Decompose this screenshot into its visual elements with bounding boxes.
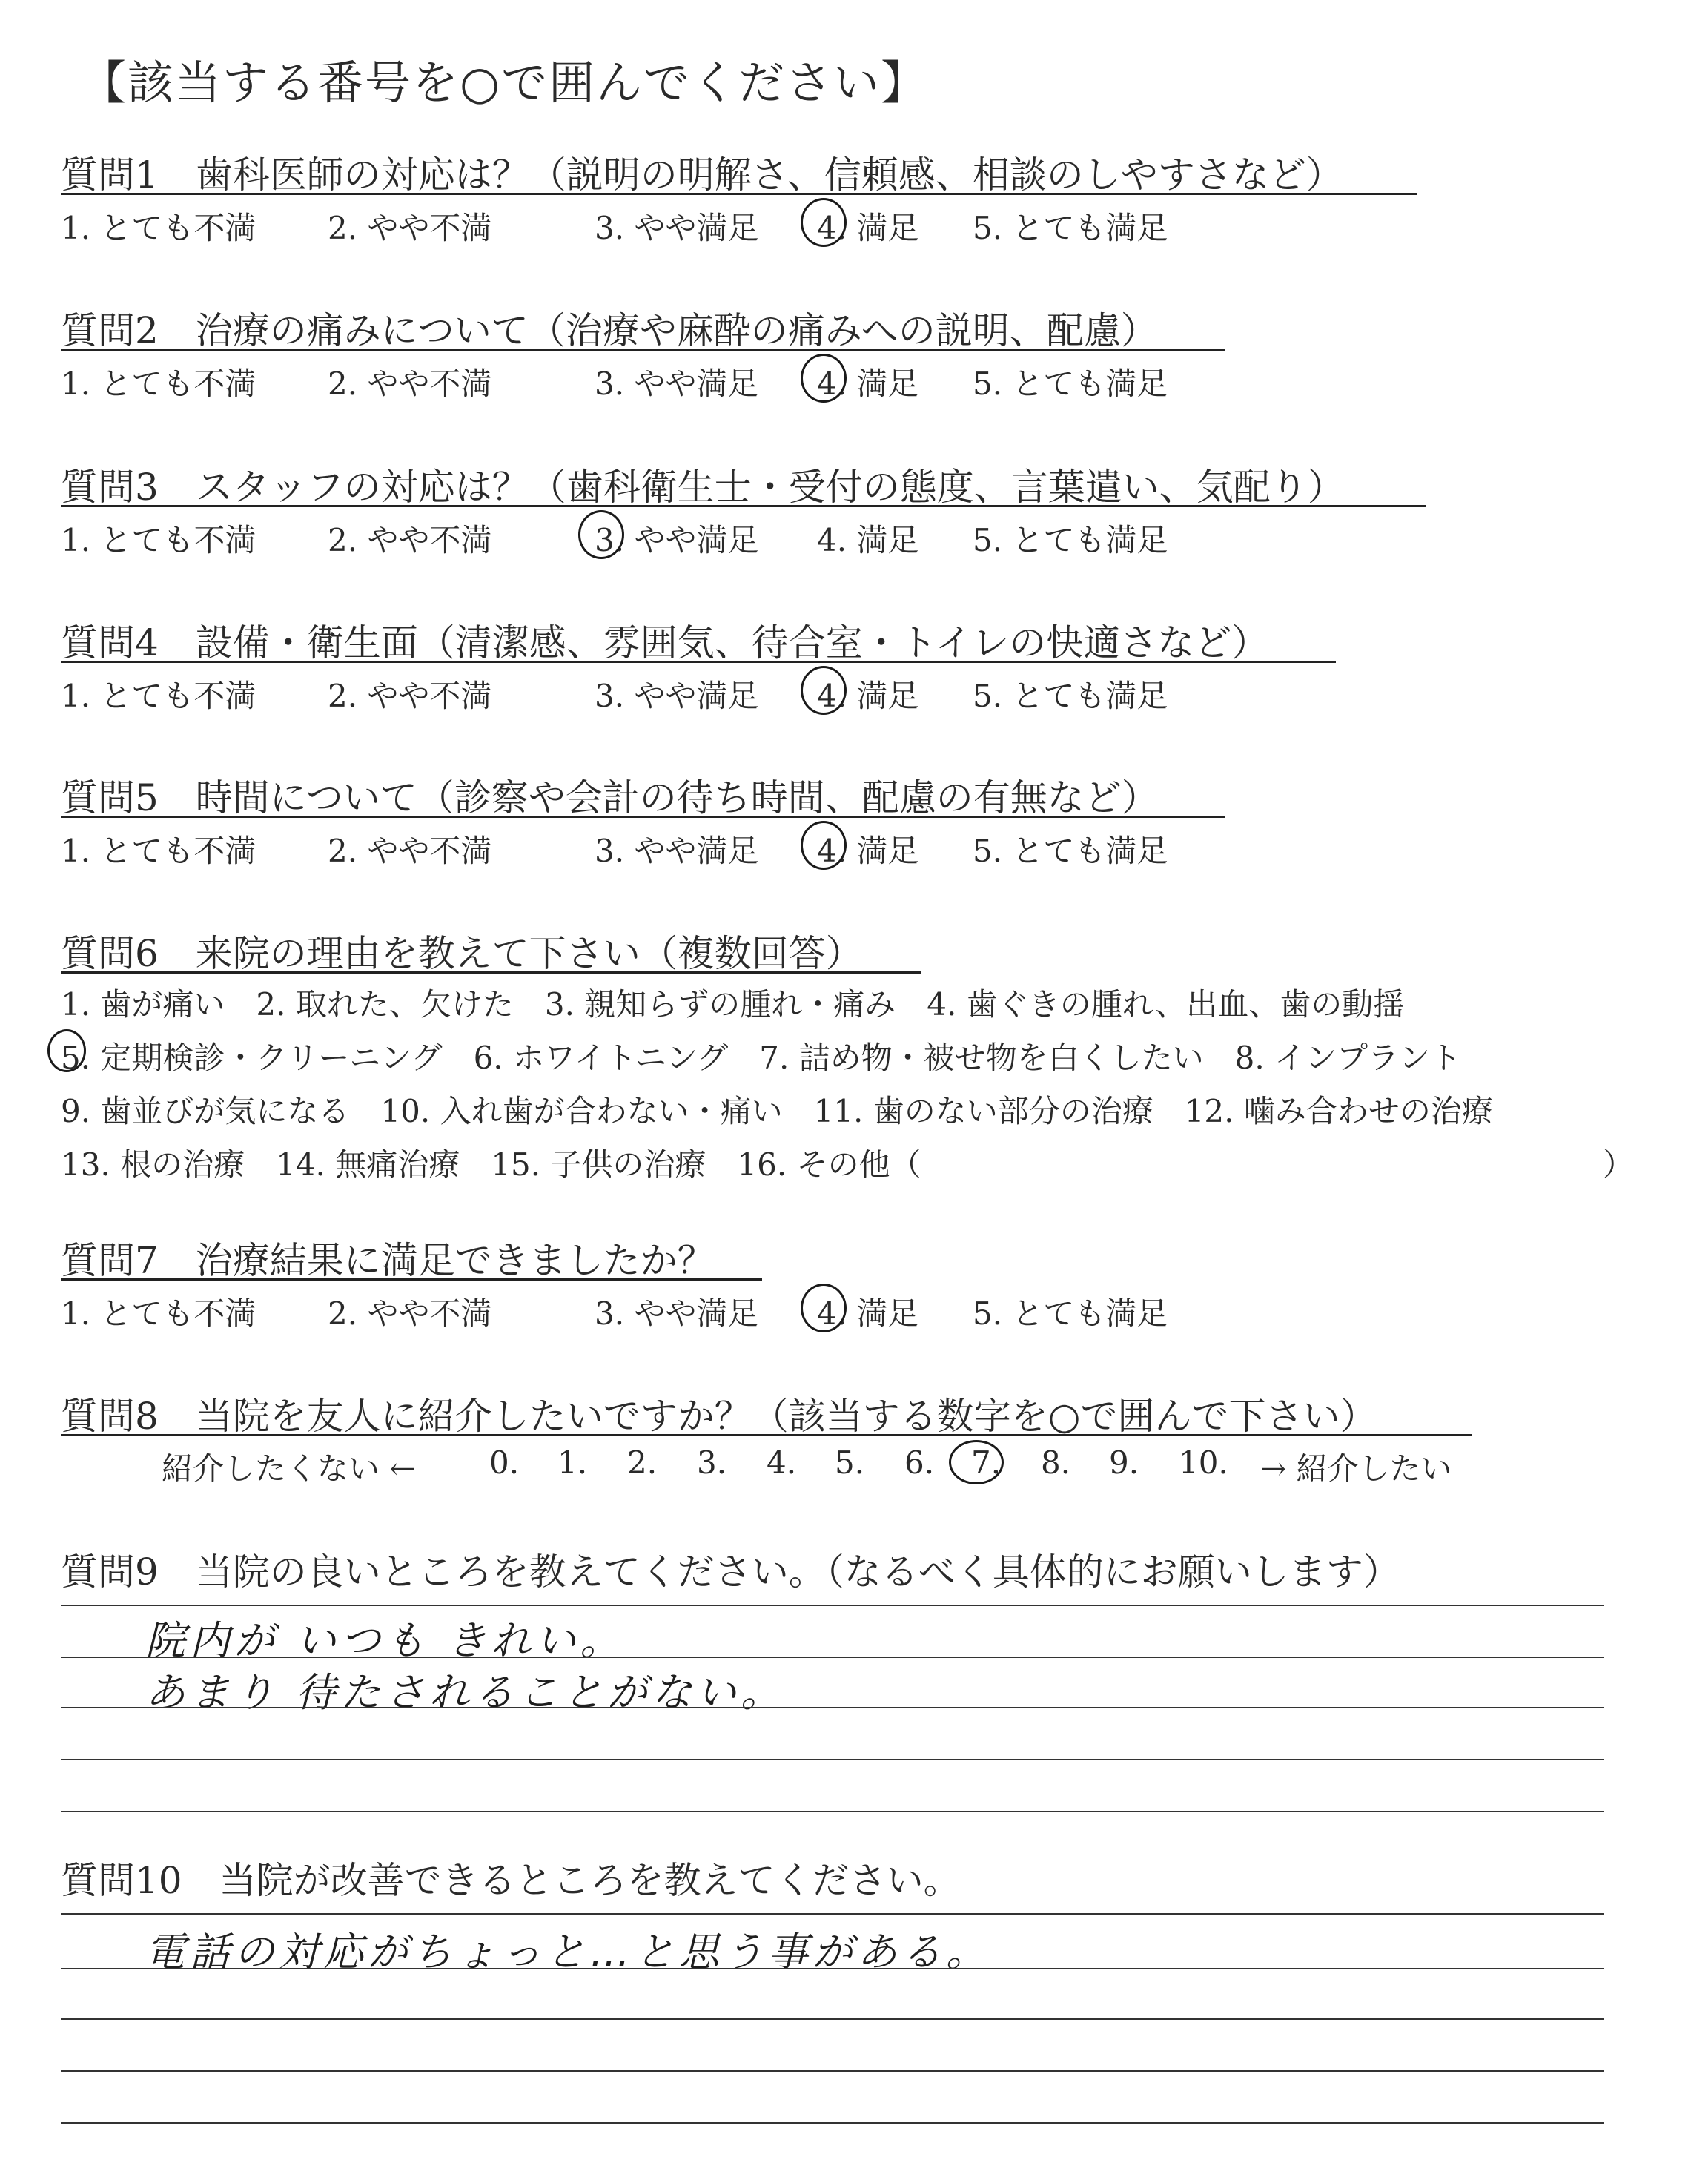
question-8-underline xyxy=(61,1434,1472,1436)
q6-reasons-row-4: 13. 根の治療 14. 無痛治療 15. 子供の治療 16. その他（ xyxy=(61,1146,921,1183)
answer-line xyxy=(61,1657,1604,1658)
scale-option-1: 1. とても不満 xyxy=(61,1295,256,1332)
answer-line xyxy=(61,1707,1604,1708)
question-4-underline xyxy=(61,661,1336,663)
scale-option-1: 1. とても不満 xyxy=(61,522,256,558)
q6-reasons-row-2: 5. 定期検診・クリーニング 6. ホワイトニング 7. 詰め物・被せ物を白くしたい 8. インプラント xyxy=(61,1040,1462,1076)
scale-option-2: 2. やや不満 xyxy=(328,366,492,402)
scale-option-3: 3. やや満足 xyxy=(595,833,759,869)
q8-selected-circle xyxy=(949,1440,1004,1484)
scale-option-3: 3. やや満足 xyxy=(595,1295,759,1332)
q6-selected-circle xyxy=(47,1029,86,1072)
q8-scale-9: 9. xyxy=(1109,1444,1139,1481)
scale-option-5: 5. とても満足 xyxy=(973,522,1168,558)
scale-option-4: 4. 満足 xyxy=(817,678,919,714)
scale-option-3: 3. やや満足 xyxy=(595,366,759,402)
q8-scale-0: 0. xyxy=(489,1444,520,1481)
q6-reasons-row-3: 9. 歯並びが気になる 10. 入れ歯が合わない・痛い 11. 歯のない部分の治療 12. 噛み合わせの治療 xyxy=(61,1093,1493,1129)
q9-answer-1: 院内が いつも きれい。 xyxy=(145,1617,625,1664)
question-7-underline xyxy=(61,1278,762,1281)
question-5-label: 質問5 時間について（診察や会計の待ち時間、配慮の有無など） xyxy=(61,776,1159,819)
question-1-label: 質問1 歯科医師の対応は？（説明の明解さ、信頼感、相談のしやすさなど） xyxy=(61,153,1343,196)
question-2-underline xyxy=(61,349,1225,351)
scale-option-4: 4. 満足 xyxy=(817,1295,919,1332)
q9-answer-2: あまり 待たされることがない。 xyxy=(145,1669,786,1716)
question-10-label: 質問10 当院が改善できるところを教えてください。 xyxy=(61,1859,961,1902)
scale-option-2: 2. やや不満 xyxy=(328,678,492,714)
question-2-label: 質問2 治療の痛みについて（治療や麻酔の痛みへの説明、配慮） xyxy=(61,309,1158,352)
answer-line xyxy=(61,1759,1604,1760)
scale-option-5: 5. とても満足 xyxy=(973,210,1168,246)
scale-option-3: 3. やや満足 xyxy=(595,522,759,558)
q8-scale-1: 1. xyxy=(557,1444,588,1481)
scale-option-4: 4. 満足 xyxy=(817,522,919,558)
scale-option-2: 2. やや不満 xyxy=(328,833,492,869)
scale-option-1: 1. とても不満 xyxy=(61,210,256,246)
question-6-label: 質問6 来院の理由を教えて下さい（複数回答） xyxy=(61,932,863,975)
question-7-label: 質問7 治療結果に満足できましたか？ xyxy=(61,1239,715,1282)
question-6-underline xyxy=(61,971,921,974)
answer-line xyxy=(61,1968,1604,1969)
question-9-label: 質問9 当院の良いところを教えてください。（なるべく具体的にお願いします） xyxy=(61,1550,1400,1593)
scale-option-4: 4. 満足 xyxy=(817,366,919,402)
answer-line xyxy=(61,2070,1604,2072)
answer-line xyxy=(61,1913,1604,1915)
scale-option-1: 1. とても不満 xyxy=(61,366,256,402)
question-8-label: 質問8 当院を友人に紹介したいですか？（該当する数字を○で囲んで下さい） xyxy=(61,1395,1377,1438)
answer-line xyxy=(61,1811,1604,1812)
selected-answer-circle xyxy=(801,1284,847,1332)
q8-scale-2: 2. xyxy=(627,1444,658,1481)
q6-reasons-row-1: 1. 歯が痛い 2. 取れた、欠けた 3. 親知らずの腫れ・痛み 4. 歯ぐきの腫れ、出血、歯の動揺 xyxy=(61,986,1405,1023)
answer-line xyxy=(61,2122,1604,2124)
selected-answer-circle xyxy=(801,821,847,870)
scale-option-3: 3. やや満足 xyxy=(595,678,759,714)
q8-scale-6: 6. xyxy=(904,1444,935,1481)
question-8-scale xyxy=(0,1444,1708,1486)
selected-answer-circle xyxy=(801,198,847,247)
selected-answer-circle xyxy=(578,510,624,559)
q10-answer-1: 電話の対応がちょっと…と思う事がある。 xyxy=(145,1929,990,1975)
scale-option-2: 2. やや不満 xyxy=(328,1295,492,1332)
scale-option-4: 4. 満足 xyxy=(817,833,919,869)
scale-option-5: 5. とても満足 xyxy=(973,678,1168,714)
q8-high-label: → 紹介したい xyxy=(1260,1450,1452,1487)
q8-scale-10: 10. xyxy=(1179,1444,1228,1481)
scale-option-3: 3. やや満足 xyxy=(595,210,759,246)
scale-option-5: 5. とても満足 xyxy=(973,1295,1168,1332)
scale-option-1: 1. とても不満 xyxy=(61,833,256,869)
question-5-underline xyxy=(61,816,1225,818)
scale-option-2: 2. やや不満 xyxy=(328,210,492,246)
scale-option-4: 4. 満足 xyxy=(817,210,919,246)
q8-scale-5: 5. xyxy=(835,1444,865,1481)
scale-option-5: 5. とても満足 xyxy=(973,366,1168,402)
scale-option-5: 5. とても満足 xyxy=(973,833,1168,869)
scale-option-2: 2. やや不満 xyxy=(328,522,492,558)
q8-scale-7: 7. xyxy=(971,1444,1002,1481)
question-3-label: 質問3 スタッフの対応は？（歯科衛生士・受付の態度、言葉遣い、気配り） xyxy=(61,466,1345,509)
q8-scale-3: 3. xyxy=(697,1444,727,1481)
q6-other-close-paren: ） xyxy=(1603,1146,1635,1183)
question-1-underline xyxy=(61,193,1417,195)
answer-line xyxy=(61,1605,1604,1606)
question-4-label: 質問4 設備・衛生面（清潔感、雰囲気、待合室・トイレの快適さなど） xyxy=(61,621,1269,664)
scale-option-1: 1. とても不満 xyxy=(61,678,256,714)
selected-answer-circle xyxy=(801,354,847,403)
q8-scale-4: 4. xyxy=(767,1444,797,1481)
question-3-underline xyxy=(61,505,1426,507)
selected-answer-circle xyxy=(801,666,847,715)
page-title: 【該当する番号を○で囲んでください】 xyxy=(80,56,929,110)
q8-low-label: 紹介したくない ← xyxy=(162,1450,416,1487)
answer-line xyxy=(61,2018,1604,2020)
q8-scale-8: 8. xyxy=(1041,1444,1071,1481)
